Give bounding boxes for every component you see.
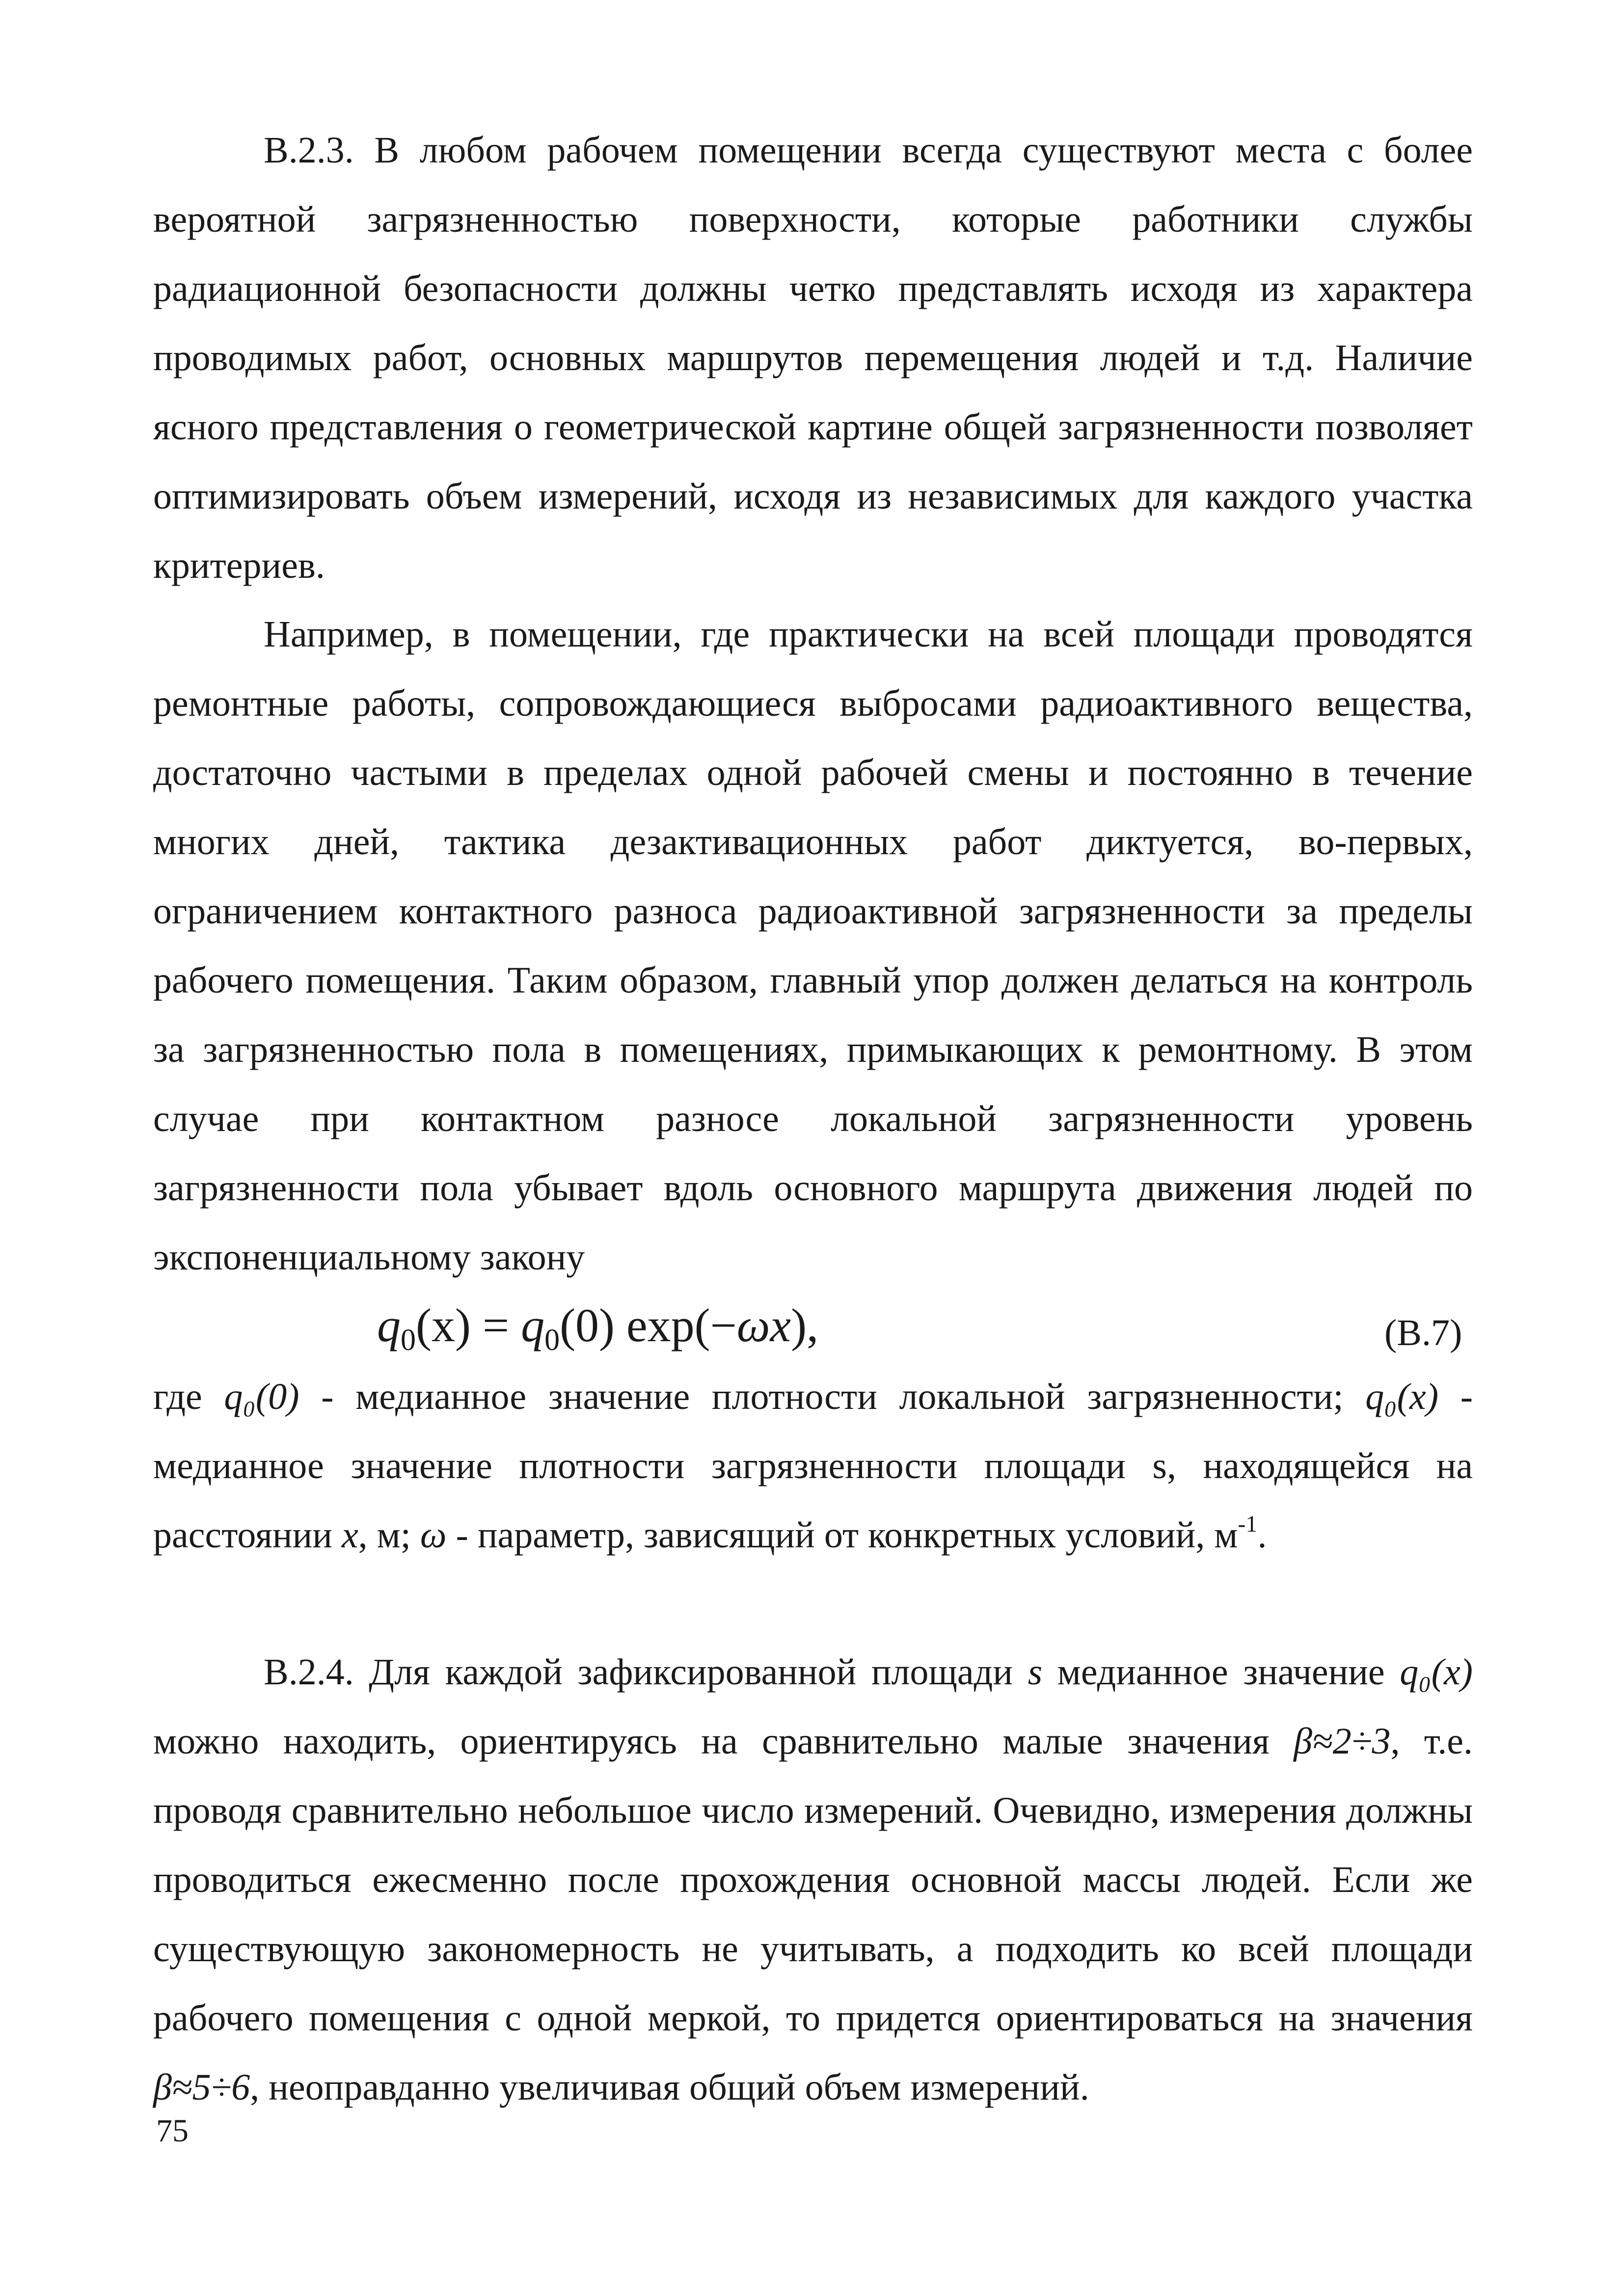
text-run: , неоправданно увеличивая общий объем измерений. xyxy=(250,2067,1089,2108)
symbol-q0-x: q₀(x) xyxy=(1365,1376,1439,1417)
page-number: 75 xyxy=(156,2113,189,2149)
paragraph-b-2-3: В.2.3. В любом рабочем помещении всегда существуют места с более вероятной загрязненностью поверхности, которые работники службы радиационной безопасности должны четко представлять исходя из характера проводимых работ, основных маршрутов перемещения людей и т.д. Наличие ясного представления о геометрической картине общей загрязненности позволяет оптимизировать объем измерений, исходя из независимых для каждого участка критериев. xyxy=(153,130,1473,586)
text-run: . xyxy=(1257,1514,1267,1556)
formula-rhs-q-symbol: q xyxy=(521,1299,545,1351)
formula-comma: , xyxy=(807,1299,819,1351)
symbol-q0-zero: q₀(0) xyxy=(224,1376,299,1417)
formula-q-symbol: q xyxy=(377,1299,401,1351)
formula-number: (В.7) xyxy=(1384,1312,1462,1353)
text-run: - медианное значение плотности локальной загрязненности; xyxy=(299,1376,1366,1417)
symbol-x: x xyxy=(341,1514,358,1556)
text-run: медианное значение xyxy=(1042,1651,1400,1693)
text-run: где xyxy=(153,1376,224,1417)
formula-omega-x: ωx xyxy=(736,1299,791,1351)
formula-exp: exp(− xyxy=(615,1299,737,1351)
formula-equals: = xyxy=(470,1299,521,1351)
symbol-omega: ω xyxy=(420,1514,447,1556)
formula-b7 xyxy=(377,1296,818,1355)
text-run: - медианное значение плотности загрязненности площади s, находящейся на расстоянии xyxy=(153,1376,1473,1556)
symbol-s: s xyxy=(1028,1651,1043,1693)
formula-q-subscript: 0 xyxy=(401,1324,416,1357)
symbol-q0-x: q₀(x) xyxy=(1400,1651,1473,1693)
text-run: , м; xyxy=(358,1514,420,1556)
text-run: В.2.4. Для каждой зафиксированной площади xyxy=(264,1651,1028,1693)
paragraph-b-2-4 xyxy=(153,1638,1473,2122)
formula-rhs-q-subscript: 0 xyxy=(544,1324,560,1357)
formula-rhs-argument: (0) xyxy=(560,1299,615,1351)
text-run: , т.е. проводя сравнительно небольшое число измерений. Очевидно, измерения должны проводиться ежесменно после прохождения основной массы людей. Если же существующую закономерность не учитывать, а подходить ко всей площади рабочего помещения с одной меркой, то придется ориентироваться на значения xyxy=(153,1721,1473,2039)
text-run: - параметр, зависящий от конкретных условий, м xyxy=(446,1514,1238,1556)
superscript-minus-one: -1 xyxy=(1238,1511,1258,1537)
paragraph-definitions xyxy=(153,1362,1473,1570)
paragraph-example: Например, в помещении, где практически на всей площади проводятся ремонтные работы, сопровождающиеся выбросами радиоактивного вещества, достаточно частыми в пределах одной рабочей смены и постоянно в течение многих дней, тактика дезактивационных работ диктуется, во-первых, ограничением контактного разноса радиоактивной загрязненности за пределы рабочего помещения. Таким образом, главный упор должен делаться на контроль за загрязненностью пола в помещениях, примыкающих к ремонтному. В этом случае при контактном разносе локальной загрязненности уровень загрязненности пола убывает вдоль основного маршрута движения людей по экспоненциальному закону xyxy=(153,614,1473,1278)
symbol-beta-range-large: β≈5÷6 xyxy=(153,2067,250,2108)
formula-lhs-argument: (x) xyxy=(416,1299,471,1351)
symbol-beta-range-small: β≈2÷3 xyxy=(1294,1721,1391,1762)
text-run: можно находить, ориентируясь на сравнительно малые значения xyxy=(153,1721,1294,1762)
formula-close-paren: ) xyxy=(791,1299,807,1351)
